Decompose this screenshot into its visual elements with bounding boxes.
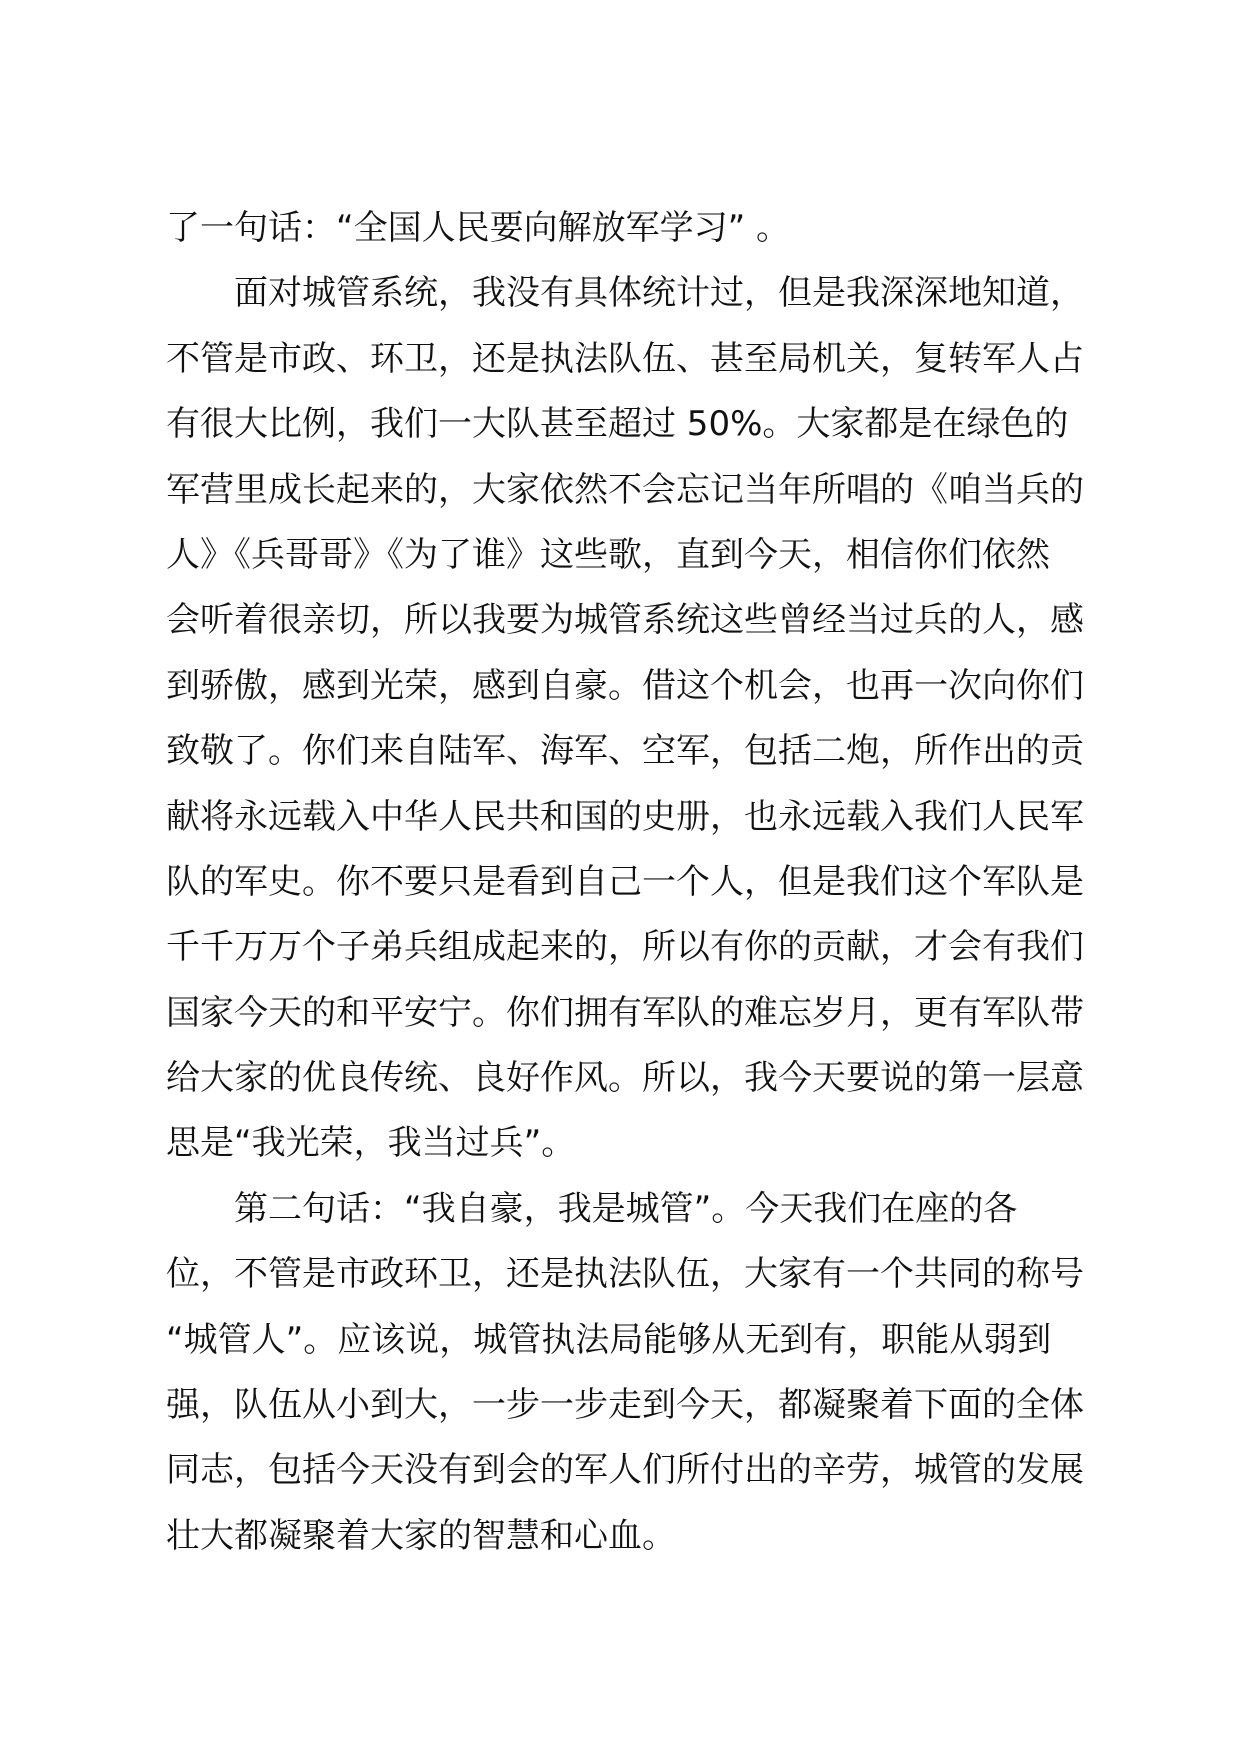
paragraph-3: [166, 1177, 1084, 1569]
text-line: 国家今天的和平安宁。你们拥有军队的难忘岁月，更有军队带: [166, 992, 1084, 1033]
document-body: [166, 196, 1084, 1569]
text-line: 强，队伍从小到大，一步一步走到今天，都凝聚着下面的全体: [166, 1385, 1084, 1426]
text-line: 第二句话：“我自豪，我是城管”。今天我们在座的各: [234, 1188, 1018, 1229]
text-line: 军营里成长起来的，大家依然不会忘记当年所唱的《咱当兵的: [166, 469, 1084, 510]
text-line: 壮大都凝聚着大家的智慧和心血。: [166, 1515, 676, 1556]
text-line: 给大家的优良传统、良好作风。所以，我今天要说的第一层意: [166, 1058, 1084, 1099]
text-line: 献将永远载入中华人民共和国的史册，也永远载入我们人民军: [166, 796, 1084, 837]
text-line: 不管是市政、环卫，还是执法队伍、甚至局机关，复转军人占: [166, 338, 1084, 379]
text-line: 到骄傲，感到光荣，感到自豪。借这个机会，也再一次向你们: [166, 665, 1084, 706]
text-line: 千千万万个子弟兵组成起来的，所以有你的贡献，才会有我们: [166, 927, 1084, 968]
text-line: 思是“我光荣，我当过兵”。: [166, 1123, 576, 1164]
text-line: 有很大比例，我们一大队甚至超过 50%。大家都是在绿色的: [166, 404, 1069, 445]
paragraph-1: [166, 196, 1076, 261]
text-line: 人》《兵哥哥》《为了谁》这些歌，直到今天，相信你们依然: [166, 534, 1050, 575]
text-line: 位，不管是市政环卫，还是执法队伍，大家有一个共同的称号: [166, 1254, 1084, 1295]
text-line: 面对城管系统，我没有具体统计过，但是我深深地知道，: [234, 273, 1084, 314]
text-line: 同志，包括今天没有到会的军人们所付出的辛劳，城管的发展: [166, 1450, 1084, 1491]
text-line: 队的军史。你不要只是看到自己一个人，但是我们这个军队是: [166, 861, 1084, 902]
text-line: “城管人”。应该说，城管执法局能够从无到有，职能从弱到: [166, 1319, 1052, 1360]
text-line: 会听着很亲切，所以我要为城管系统这些曾经当过兵的人，感: [166, 600, 1084, 641]
paragraph-2: [166, 261, 1084, 1176]
text-line: 了一句话：“全国人民要向解放军学习” 。: [166, 208, 791, 248]
text-line: 致敬了。你们来自陆军、海军、空军，包括二炮，所作出的贡: [166, 731, 1084, 772]
